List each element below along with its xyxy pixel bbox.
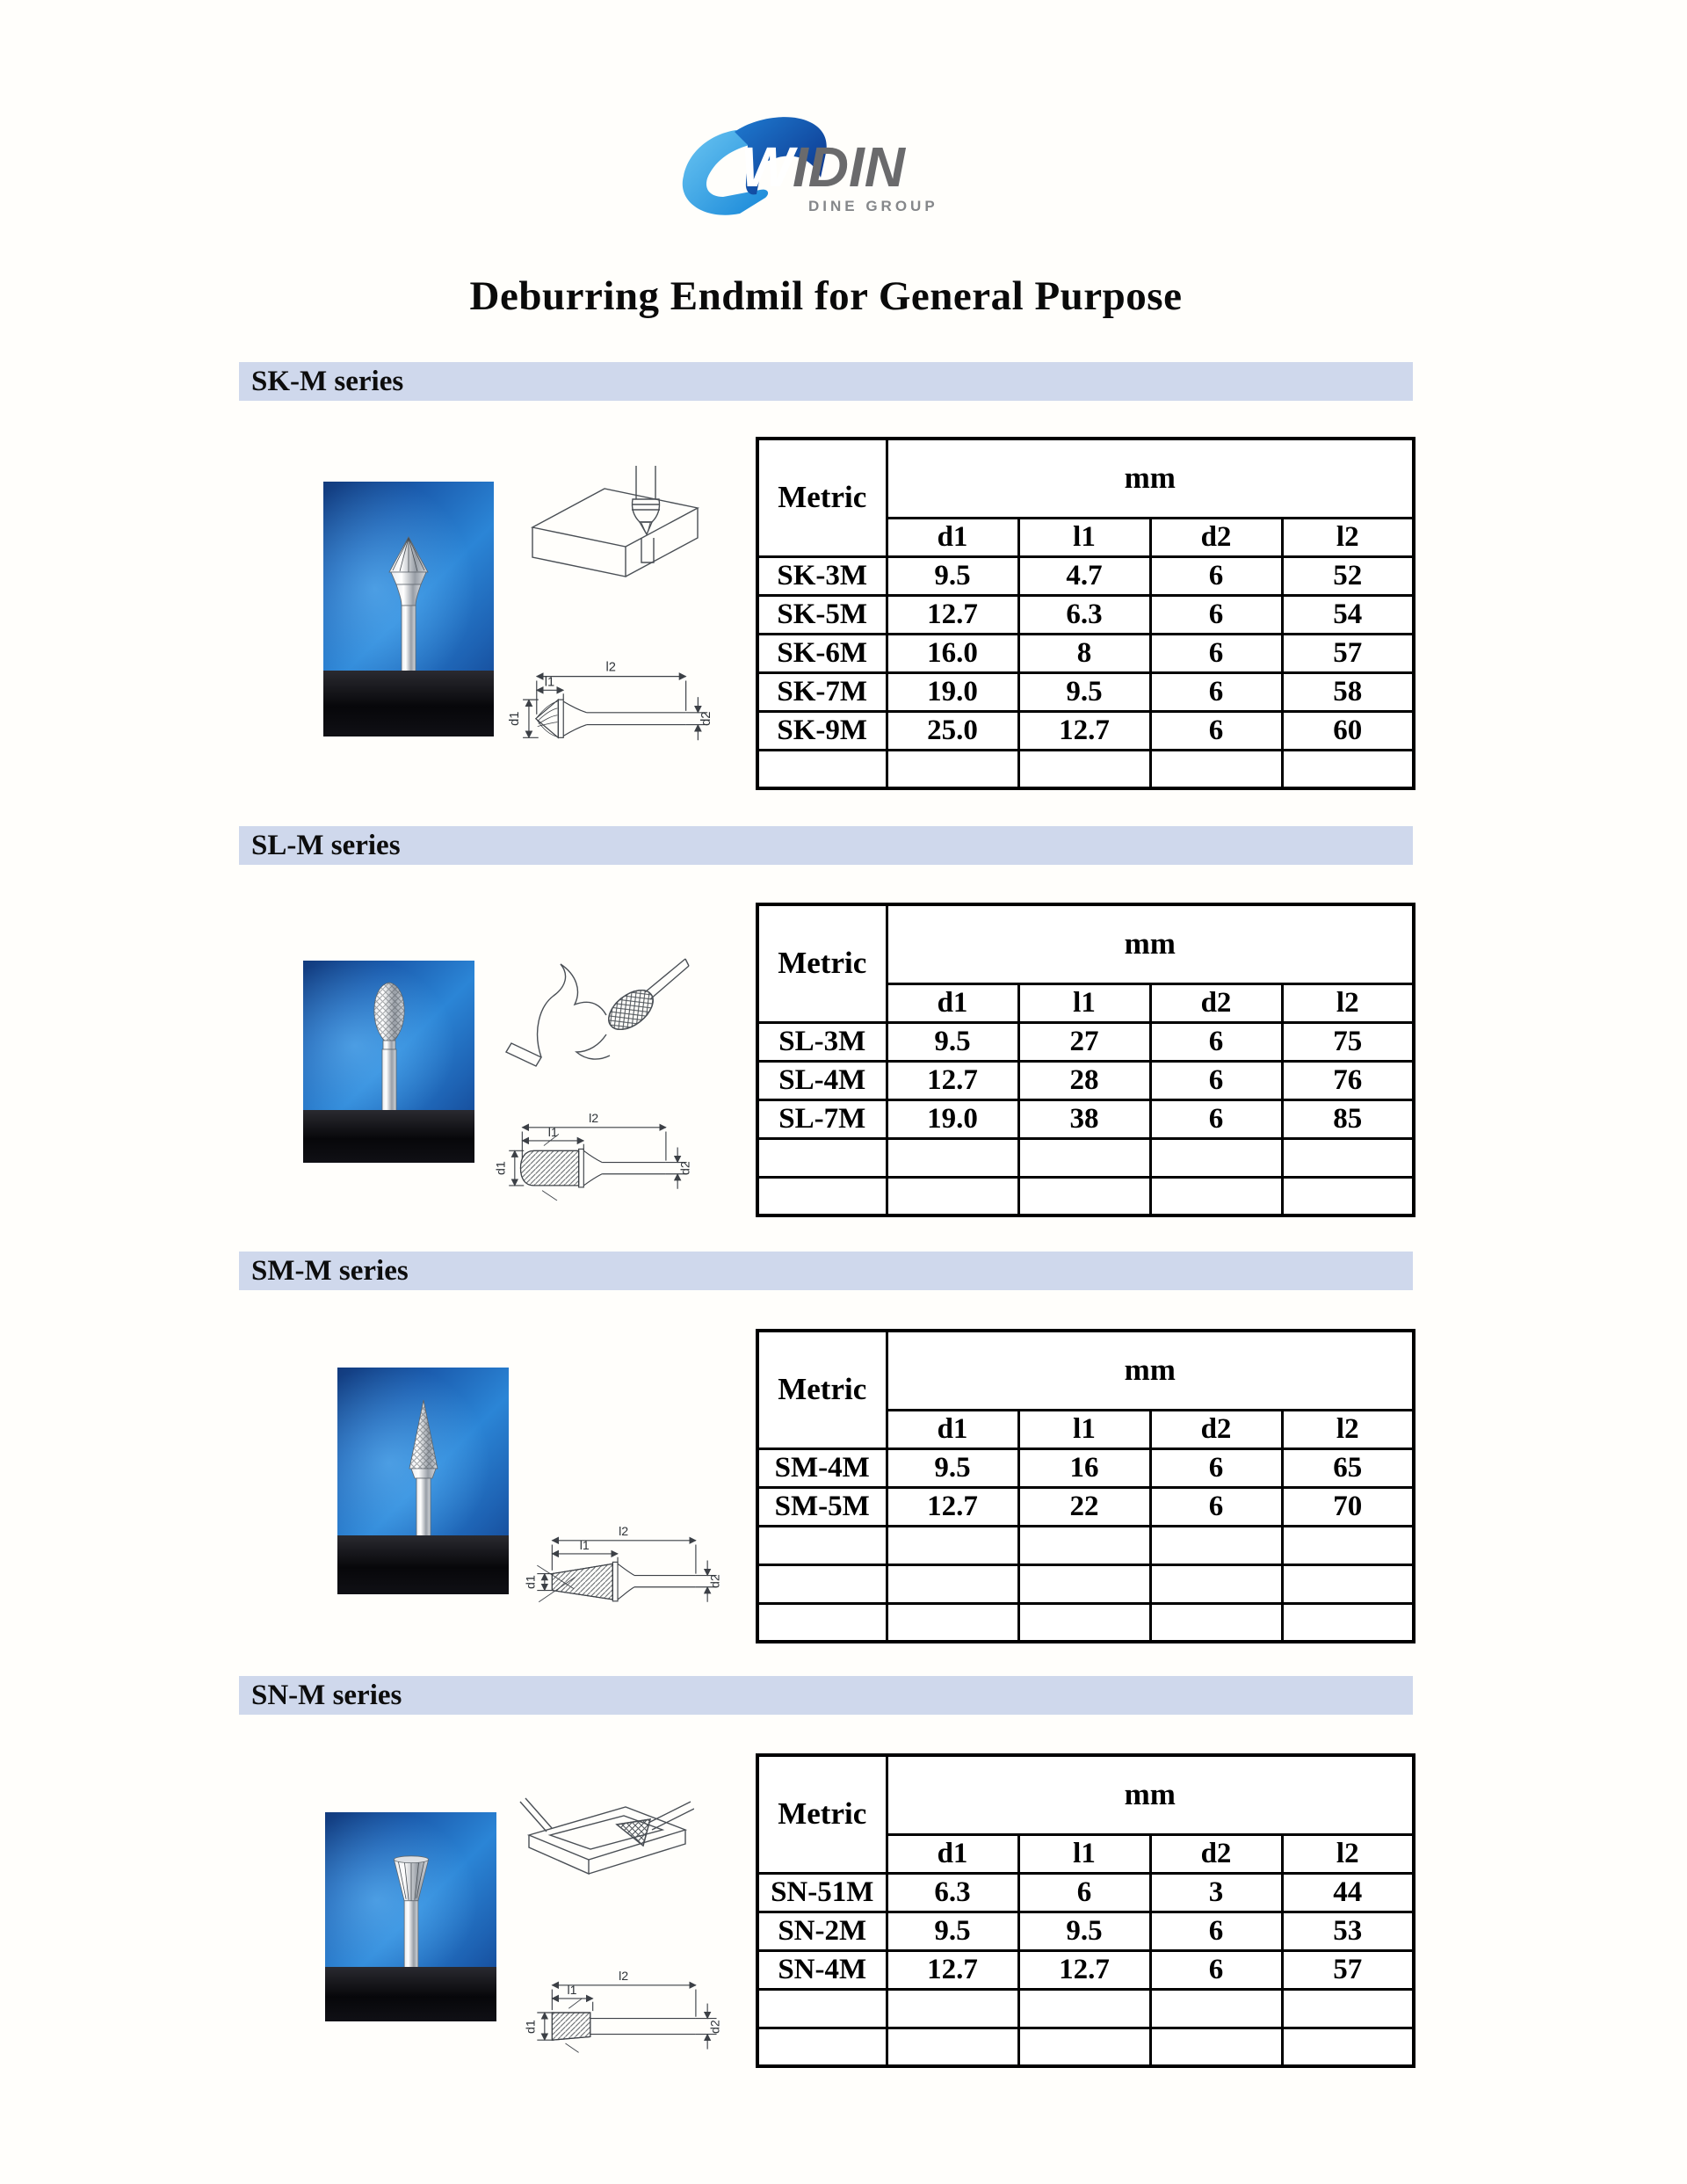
col-header-l1: l1 <box>1018 518 1150 556</box>
widin-logo <box>659 107 954 229</box>
empty-cell <box>1282 2028 1414 2066</box>
series-title: SM-M series <box>251 1254 409 1287</box>
spec-value: 85 <box>1282 1099 1414 1138</box>
empty-cell <box>887 1564 1018 1603</box>
dim-label-d1: d1 <box>508 711 523 726</box>
model-name: SK-9M <box>757 711 887 750</box>
dim-label-l2: l2 <box>619 1525 629 1540</box>
table-row <box>757 1099 1414 1138</box>
spec-table-sl <box>756 903 1415 1217</box>
dim-label-l1: l1 <box>544 675 555 690</box>
table-row <box>757 1487 1414 1526</box>
model-name: SL-3M <box>757 1022 887 1061</box>
dim-label-d1: d1 <box>524 2020 539 2034</box>
spec-value: 53 <box>1282 1912 1414 1950</box>
empty-cell <box>1282 1526 1414 1564</box>
spec-value: 6 <box>1150 556 1282 595</box>
series-header-sn <box>239 1676 1413 1715</box>
col-header-d2: d2 <box>1150 1834 1282 1873</box>
empty-row <box>757 1564 1414 1603</box>
metric-header: Metric <box>757 1331 887 1448</box>
dim-label-d2: d2 <box>708 1574 723 1589</box>
spec-value: 12.7 <box>1018 711 1150 750</box>
col-header-l1: l1 <box>1018 1834 1150 1873</box>
spec-value: 6 <box>1018 1873 1150 1912</box>
empty-cell <box>887 750 1018 788</box>
product-photo-sn <box>325 1812 496 2021</box>
spec-value: 9.5 <box>887 1448 1018 1487</box>
table-row <box>757 672 1414 711</box>
spec-value: 12.7 <box>887 1061 1018 1099</box>
empty-cell <box>887 1138 1018 1177</box>
model-name: SL-4M <box>757 1061 887 1099</box>
spec-value: 12.7 <box>1018 1950 1150 1989</box>
spec-table-sm <box>756 1329 1415 1643</box>
spec-value: 6.3 <box>1018 595 1150 634</box>
spec-value: 25.0 <box>887 711 1018 750</box>
table-row <box>757 634 1414 672</box>
spec-value: 6 <box>1150 1448 1282 1487</box>
empty-row <box>757 1603 1414 1642</box>
table-row <box>757 711 1414 750</box>
model-name: SN-2M <box>757 1912 887 1950</box>
spec-value: 54 <box>1282 595 1414 634</box>
spec-value: 6 <box>1150 1061 1282 1099</box>
empty-row <box>757 1177 1414 1215</box>
spec-value: 27 <box>1018 1022 1150 1061</box>
usage-drawing-sn <box>518 1795 694 1919</box>
col-header-d1: d1 <box>887 1410 1018 1448</box>
dim-label-d1: d1 <box>524 1575 539 1589</box>
spec-value: 6 <box>1150 1950 1282 1989</box>
empty-row <box>757 1989 1414 2028</box>
model-name: SK-6M <box>757 634 887 672</box>
table-row <box>757 1950 1414 1989</box>
spec-value: 58 <box>1282 672 1414 711</box>
spec-value: 6.3 <box>887 1873 1018 1912</box>
spec-value: 44 <box>1282 1873 1414 1912</box>
empty-cell <box>1150 1989 1282 2028</box>
unit-header: mm <box>887 1331 1414 1410</box>
spec-value: 52 <box>1282 556 1414 595</box>
dim-label-l2: l2 <box>605 660 616 675</box>
empty-cell <box>757 1989 887 2028</box>
empty-cell <box>887 1989 1018 2028</box>
spec-value: 75 <box>1282 1022 1414 1061</box>
empty-cell <box>757 1138 887 1177</box>
empty-cell <box>1018 2028 1150 2066</box>
table-row <box>757 1912 1414 1950</box>
photo-floor <box>337 1535 509 1594</box>
empty-cell <box>757 1603 887 1642</box>
spec-value: 9.5 <box>887 556 1018 595</box>
spec-value: 6 <box>1150 595 1282 634</box>
metric-header: Metric <box>757 1755 887 1873</box>
spec-table-sn <box>756 1753 1415 2068</box>
unit-header: mm <box>887 1755 1414 1834</box>
model-name: SM-4M <box>757 1448 887 1487</box>
spec-value: 57 <box>1282 634 1414 672</box>
empty-cell <box>1282 1564 1414 1603</box>
spec-value: 16.0 <box>887 634 1018 672</box>
model-name: SN-4M <box>757 1950 887 1989</box>
empty-cell <box>757 750 887 788</box>
empty-cell <box>757 1177 887 1215</box>
empty-cell <box>757 1526 887 1564</box>
table-row <box>757 1448 1414 1487</box>
spec-table-sk <box>756 437 1415 790</box>
dim-label-l2: l2 <box>589 1112 599 1127</box>
spec-value: 60 <box>1282 711 1414 750</box>
empty-cell <box>1018 1564 1150 1603</box>
spec-value: 9.5 <box>887 1912 1018 1950</box>
spec-value: 19.0 <box>887 1099 1018 1138</box>
spec-value: 6 <box>1150 711 1282 750</box>
empty-row <box>757 2028 1414 2066</box>
col-header-d1: d1 <box>887 983 1018 1022</box>
empty-cell <box>1150 1526 1282 1564</box>
spec-value: 6 <box>1150 1022 1282 1061</box>
empty-cell <box>1018 1526 1150 1564</box>
metric-header: Metric <box>757 904 887 1022</box>
spec-value: 12.7 <box>887 595 1018 634</box>
dimension-diagram-sm <box>517 1522 750 1614</box>
spec-value: 28 <box>1018 1061 1150 1099</box>
logo-idin: IDIN <box>793 135 905 199</box>
spec-value: 6 <box>1150 1912 1282 1950</box>
series-header-sl <box>239 826 1413 865</box>
empty-row <box>757 1526 1414 1564</box>
spec-value: 9.5 <box>887 1022 1018 1061</box>
empty-cell <box>887 1603 1018 1642</box>
logo-subtitle: DINE GROUP <box>808 198 938 214</box>
unit-header: mm <box>887 439 1414 518</box>
model-name: SK-5M <box>757 595 887 634</box>
table-row <box>757 556 1414 595</box>
empty-cell <box>887 2028 1018 2066</box>
product-photo-sm <box>337 1368 509 1594</box>
photo-floor <box>323 671 494 736</box>
spec-value: 4.7 <box>1018 556 1150 595</box>
col-header-d1: d1 <box>887 518 1018 556</box>
spec-value: 6 <box>1150 634 1282 672</box>
col-header-d2: d2 <box>1150 983 1282 1022</box>
empty-row <box>757 1138 1414 1177</box>
usage-drawing-sk <box>524 464 706 603</box>
empty-cell <box>1018 1177 1150 1215</box>
empty-cell <box>1282 750 1414 788</box>
series-title: SN-M series <box>251 1679 402 1711</box>
spec-value: 12.7 <box>887 1487 1018 1526</box>
empty-cell <box>757 2028 887 2066</box>
col-header-l2: l2 <box>1282 1834 1414 1873</box>
empty-cell <box>1282 1603 1414 1642</box>
model-name: SK-7M <box>757 672 887 711</box>
dim-label-l1: l1 <box>567 1984 577 1999</box>
table-row <box>757 595 1414 634</box>
empty-cell <box>1018 1989 1150 2028</box>
series-title: SL-M series <box>251 829 401 861</box>
model-name: SN-51M <box>757 1873 887 1912</box>
empty-cell <box>1018 1138 1150 1177</box>
spec-value: 6 <box>1150 1487 1282 1526</box>
empty-cell <box>1282 1989 1414 2028</box>
spec-value: 3 <box>1150 1873 1282 1912</box>
empty-cell <box>1150 1603 1282 1642</box>
spec-value: 16 <box>1018 1448 1150 1487</box>
col-header-d1: d1 <box>887 1834 1018 1873</box>
empty-cell <box>1150 2028 1282 2066</box>
empty-cell <box>1150 750 1282 788</box>
spec-value: 38 <box>1018 1099 1150 1138</box>
dim-label-d2: d2 <box>708 2020 723 2034</box>
col-header-d2: d2 <box>1150 1410 1282 1448</box>
spec-value: 6 <box>1150 1099 1282 1138</box>
table-row <box>757 1873 1414 1912</box>
photo-floor <box>303 1110 474 1163</box>
metric-header: Metric <box>757 439 887 556</box>
unit-header: mm <box>887 904 1414 983</box>
spec-value: 9.5 <box>1018 1912 1150 1950</box>
series-title: SK-M series <box>251 365 404 397</box>
model-name: SM-5M <box>757 1487 887 1526</box>
spec-value: 76 <box>1282 1061 1414 1099</box>
spec-value: 57 <box>1282 1950 1414 1989</box>
empty-cell <box>887 1177 1018 1215</box>
empty-cell <box>1018 1603 1150 1642</box>
dimension-diagram-sl <box>487 1109 720 1201</box>
col-header-l2: l2 <box>1282 518 1414 556</box>
empty-cell <box>757 1564 887 1603</box>
usage-drawing-sl <box>501 954 690 1078</box>
col-header-l1: l1 <box>1018 983 1150 1022</box>
empty-cell <box>1150 1138 1282 1177</box>
product-photo-sl <box>303 961 474 1163</box>
col-header-l2: l2 <box>1282 1410 1414 1448</box>
empty-cell <box>1018 750 1150 788</box>
empty-cell <box>1150 1177 1282 1215</box>
model-name: SK-3M <box>757 556 887 595</box>
photo-floor <box>325 1967 496 2021</box>
spec-value: 8 <box>1018 634 1150 672</box>
empty-cell <box>1150 1564 1282 1603</box>
spec-value: 6 <box>1150 672 1282 711</box>
dim-label-l1: l1 <box>547 1126 558 1141</box>
dim-label-l2: l2 <box>619 1970 629 1984</box>
spec-value: 65 <box>1282 1448 1414 1487</box>
model-name: SL-7M <box>757 1099 887 1138</box>
dimension-diagram-sn <box>517 1967 750 2058</box>
empty-row <box>757 750 1414 788</box>
spec-value: 9.5 <box>1018 672 1150 711</box>
spec-value: 22 <box>1018 1487 1150 1526</box>
dimension-diagram-sk <box>508 657 735 752</box>
empty-cell <box>1282 1138 1414 1177</box>
dim-label-d1: d1 <box>494 1161 509 1176</box>
series-header-sm <box>239 1252 1413 1290</box>
dim-label-l1: l1 <box>579 1539 590 1554</box>
col-header-l2: l2 <box>1282 983 1414 1022</box>
spec-value: 12.7 <box>887 1950 1018 1989</box>
col-header-d2: d2 <box>1150 518 1282 556</box>
col-header-l1: l1 <box>1018 1410 1150 1448</box>
dim-label-d2: d2 <box>699 711 714 726</box>
spec-value: 70 <box>1282 1487 1414 1526</box>
table-row <box>757 1061 1414 1099</box>
series-header-sk <box>239 362 1413 401</box>
logo-w: W <box>741 135 794 199</box>
spec-value: 19.0 <box>887 672 1018 711</box>
table-row <box>757 1022 1414 1061</box>
product-photo-sk <box>323 482 494 736</box>
page-title: Deburring Endmil for General Purpose <box>469 273 1183 319</box>
empty-cell <box>1282 1177 1414 1215</box>
dim-label-d2: d2 <box>678 1161 693 1176</box>
empty-cell <box>887 1526 1018 1564</box>
